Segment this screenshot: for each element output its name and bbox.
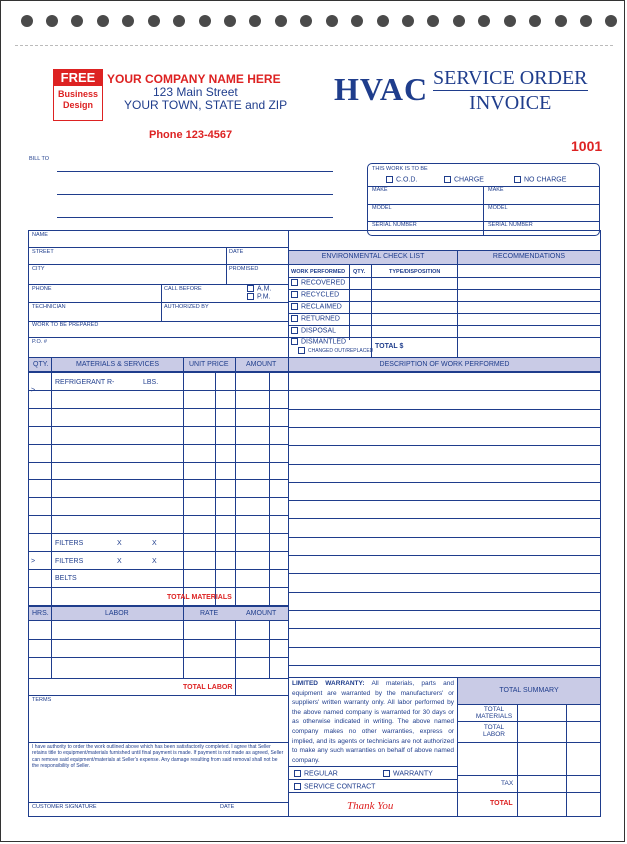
summary-tax: TAX bbox=[501, 780, 514, 787]
am-label: A.M. bbox=[257, 285, 272, 293]
row-arrow: > bbox=[31, 558, 36, 565]
reclaimed-checkbox[interactable] bbox=[291, 303, 298, 310]
materials-row-line bbox=[28, 587, 288, 588]
description-row-line bbox=[288, 427, 601, 428]
summary-total-materials: TOTAL MATERIALS bbox=[475, 706, 513, 720]
hole-icon bbox=[504, 15, 516, 27]
col-rate: RATE bbox=[200, 610, 219, 617]
description-row-line bbox=[288, 390, 601, 391]
env-item-dismantled[interactable] bbox=[291, 338, 346, 345]
hole-icon bbox=[46, 15, 58, 27]
warranty-option-label: WARRANTY bbox=[393, 770, 433, 778]
env-col-type: TYPE/DISPOSITION bbox=[389, 269, 441, 275]
work-to-be-prepared-label: WORK TO BE PREPARED bbox=[32, 322, 99, 328]
hole-icon bbox=[122, 15, 134, 27]
regular-checkbox[interactable] bbox=[294, 770, 301, 777]
materials-row-line bbox=[28, 497, 288, 498]
am-checkbox[interactable] bbox=[247, 285, 254, 292]
total-summary-header: TOTAL SUMMARY bbox=[458, 678, 600, 705]
filters-x-2b: X bbox=[152, 558, 157, 565]
col-hrs: HRS. bbox=[32, 610, 49, 617]
hole-icon bbox=[377, 15, 389, 27]
am-option[interactable] bbox=[247, 285, 271, 292]
invoice-number: 1001 bbox=[571, 138, 603, 154]
hole-icon bbox=[249, 15, 261, 27]
filters-label-2: FILTERS bbox=[55, 558, 84, 565]
company-name: YOUR COMPANY NAME HERE bbox=[107, 72, 281, 86]
logo-bottom: Business Design bbox=[57, 89, 99, 110]
hole-icon bbox=[97, 15, 109, 27]
subtitle-line2: INVOICE bbox=[469, 92, 552, 114]
binder-holes bbox=[21, 15, 611, 29]
description-row-line bbox=[288, 573, 601, 574]
changed-out-checkbox[interactable] bbox=[298, 347, 305, 354]
filters-x-2a: X bbox=[117, 558, 122, 565]
description-row-line bbox=[288, 372, 601, 373]
call-before-label: CALL BEFORE bbox=[164, 286, 202, 292]
bill-to-line-1[interactable] bbox=[57, 171, 333, 172]
hole-icon bbox=[427, 15, 439, 27]
recycled-checkbox[interactable] bbox=[291, 291, 298, 298]
hole-icon bbox=[300, 15, 312, 27]
col-unit-price: UNIT PRICE bbox=[189, 361, 229, 368]
refrigerant-label: REFRIGERANT R- bbox=[55, 379, 115, 386]
description-row-line bbox=[288, 500, 601, 501]
hole-icon bbox=[199, 15, 211, 27]
env-item-recycled[interactable] bbox=[291, 291, 339, 298]
regular-label: REGULAR bbox=[304, 770, 338, 778]
materials-row-line bbox=[28, 479, 288, 480]
materials-row-line bbox=[28, 372, 288, 373]
belts-label: BELTS bbox=[55, 575, 77, 582]
thank-you: Thank You bbox=[347, 800, 394, 812]
service-contract-label: SERVICE CONTRACT bbox=[304, 783, 376, 791]
warranty-title: LIMITED WARRANTY: bbox=[292, 680, 365, 687]
hole-icon bbox=[580, 15, 592, 27]
bill-to-label: BILL TO bbox=[29, 156, 50, 162]
lbs-label: LBS. bbox=[143, 379, 159, 386]
materials-row-line bbox=[28, 551, 288, 552]
form-subtitle bbox=[433, 67, 588, 114]
filters-x-1b: X bbox=[152, 540, 157, 547]
service-contract-checkbox[interactable] bbox=[294, 783, 301, 790]
materials-bottom-line bbox=[28, 605, 288, 606]
disposal-label: DISPOSAL bbox=[301, 327, 337, 335]
make-label-2: MAKE bbox=[488, 187, 504, 193]
serial-label-2: SERIAL NUMBER bbox=[488, 222, 533, 228]
no-charge-label: NO CHARGE bbox=[524, 176, 567, 184]
service-contract-option[interactable] bbox=[294, 783, 375, 790]
summary-total: TOTAL bbox=[490, 800, 513, 807]
env-col-qty: QTY. bbox=[353, 269, 366, 275]
materials-row-line bbox=[28, 444, 288, 445]
description-row-line bbox=[288, 628, 601, 629]
hole-icon bbox=[173, 15, 185, 27]
filters-x-1a: X bbox=[117, 540, 122, 547]
materials-row-line bbox=[28, 533, 288, 534]
filters-label-1: FILTERS bbox=[55, 540, 84, 547]
env-item-reclaimed[interactable] bbox=[291, 303, 342, 310]
description-row-line bbox=[288, 537, 601, 538]
recycled-label: RECYCLED bbox=[301, 291, 340, 299]
hole-icon bbox=[275, 15, 287, 27]
no-charge-checkbox[interactable] bbox=[514, 176, 521, 183]
logo bbox=[53, 69, 103, 121]
hole-icon bbox=[351, 15, 363, 27]
returned-label: RETURNED bbox=[301, 315, 340, 323]
col-amount: AMOUNT bbox=[246, 361, 277, 368]
po-label: P.O. # bbox=[32, 339, 47, 345]
hole-icon bbox=[605, 15, 617, 27]
company-phone: Phone 123-4567 bbox=[149, 129, 233, 141]
job-date-label: DATE bbox=[229, 249, 244, 255]
make-label-1: MAKE bbox=[372, 187, 388, 193]
job-name-label: NAME bbox=[32, 232, 48, 238]
materials-row-line bbox=[28, 426, 288, 427]
pm-option[interactable] bbox=[247, 293, 271, 300]
dismantled-checkbox[interactable] bbox=[291, 338, 298, 345]
no-charge-option[interactable] bbox=[514, 176, 566, 183]
returned-checkbox[interactable] bbox=[291, 315, 298, 322]
technician-label: TECHNICIAN bbox=[32, 304, 66, 310]
charge-label: CHARGE bbox=[454, 176, 484, 184]
model-label-2: MODEL bbox=[488, 205, 508, 211]
warranty-text: All materials, parts and equipment are warranted by the manufacturers' or suppliers' written warranty only. All labor performed by the above named company is warranted for 30 days or as otherwise indicated in writing. The above named company makes no other warranties, express or implied, and its agents or technicians are not authorized to make any such warranties on behalf of above named company. bbox=[292, 680, 454, 764]
description-row-line bbox=[288, 518, 601, 519]
job-city-label: CITY bbox=[32, 266, 45, 272]
hole-icon bbox=[224, 15, 236, 27]
description-row-line bbox=[288, 555, 601, 556]
hole-icon bbox=[453, 15, 465, 27]
col-labor-amount: AMOUNT bbox=[246, 610, 277, 617]
env-item-recovered[interactable] bbox=[291, 279, 345, 286]
charge-checkbox[interactable] bbox=[444, 176, 451, 183]
hole-icon bbox=[555, 15, 567, 27]
description-row-line bbox=[288, 647, 601, 648]
materials-row-line bbox=[28, 390, 288, 391]
env-item-returned[interactable] bbox=[291, 315, 340, 322]
env-item-changed-out[interactable] bbox=[298, 347, 373, 354]
job-phone-label: PHONE bbox=[32, 286, 52, 292]
company-address1: 123 Main Street bbox=[153, 85, 238, 99]
description-row-line bbox=[288, 409, 601, 410]
description-row-line bbox=[288, 592, 601, 593]
recovered-label: RECOVERED bbox=[301, 279, 346, 287]
authority-text: I have authority to order the work outlined above which has been satisfactorily completed. I agree that Seller retains title to equipment/materials furnished until final payment is made. If payment is not made as agreed, Seller can remove said equipment/materials at Seller's expense. Any damage resulting from said removal shall not be the responsibility of Seller. bbox=[32, 744, 284, 769]
materials-row-line bbox=[28, 462, 288, 463]
cod-option[interactable] bbox=[386, 176, 417, 183]
hole-icon bbox=[402, 15, 414, 27]
hole-icon bbox=[21, 15, 33, 27]
col-materials-services: MATERIALS & SERVICES bbox=[76, 361, 159, 368]
recommendations-header: RECOMMENDATIONS bbox=[458, 250, 600, 265]
materials-row-line bbox=[28, 569, 288, 570]
warranty-checkbox[interactable] bbox=[383, 770, 390, 777]
regular-option[interactable] bbox=[294, 770, 338, 777]
cod-checkbox[interactable] bbox=[386, 176, 393, 183]
env-item-disposal[interactable] bbox=[291, 327, 336, 334]
subtitle-line1: SERVICE ORDER bbox=[433, 67, 588, 89]
pm-checkbox[interactable] bbox=[247, 293, 254, 300]
row-arrow: > bbox=[31, 387, 36, 394]
env-total-label: TOTAL $ bbox=[375, 343, 404, 350]
hole-icon bbox=[71, 15, 83, 27]
hole-icon bbox=[148, 15, 160, 27]
job-promised-label: PROMISED bbox=[229, 266, 259, 272]
description-header: DESCRIPTION OF WORK PERFORMED bbox=[289, 357, 600, 372]
bill-to-line-2[interactable] bbox=[57, 194, 333, 195]
perforation-line bbox=[15, 45, 613, 46]
env-col-work: WORK PERFORMED bbox=[291, 269, 346, 275]
authorized-by-label: AUTHORIZED BY bbox=[164, 304, 209, 310]
customer-signature-label: CUSTOMER SIGNATURE bbox=[32, 804, 97, 810]
page-title: HVAC bbox=[334, 71, 429, 107]
hole-icon bbox=[478, 15, 490, 27]
reclaimed-label: RECLAIMED bbox=[301, 303, 342, 311]
company-address2: YOUR TOWN, STATE and ZIP bbox=[124, 98, 288, 112]
materials-row-line bbox=[28, 515, 288, 516]
work-type-box bbox=[367, 163, 600, 236]
serial-label-1: SERIAL NUMBER bbox=[372, 222, 417, 228]
description-row-line bbox=[288, 665, 601, 666]
warranty-block bbox=[292, 679, 454, 765]
description-row-line bbox=[288, 482, 601, 483]
model-label-1: MODEL bbox=[372, 205, 392, 211]
materials-row-line bbox=[28, 408, 288, 409]
pm-label: P.M. bbox=[257, 293, 271, 301]
charge-option[interactable] bbox=[444, 176, 484, 183]
company-block bbox=[107, 73, 287, 112]
env-checklist-header: ENVIRONMENTAL CHECK LIST bbox=[289, 250, 457, 265]
work-type-heading: THIS WORK IS TO BE bbox=[372, 166, 428, 172]
col-qty: QTY. bbox=[33, 361, 49, 368]
terms-label: TERMS bbox=[32, 697, 52, 703]
hole-icon bbox=[326, 15, 338, 27]
signature-date-label: DATE bbox=[220, 804, 235, 810]
description-row-line bbox=[288, 464, 601, 465]
summary-total-labor: TOTAL LABOR bbox=[482, 724, 506, 738]
description-row-line bbox=[288, 445, 601, 446]
disposal-checkbox[interactable] bbox=[291, 327, 298, 334]
dismantled-label: DISMANTLED bbox=[301, 338, 347, 346]
total-materials-label: TOTAL MATERIALS bbox=[167, 594, 232, 601]
job-street-label: STREET bbox=[32, 249, 54, 255]
warranty-option[interactable] bbox=[383, 770, 433, 777]
col-labor: LABOR bbox=[105, 610, 129, 617]
recovered-checkbox[interactable] bbox=[291, 279, 298, 286]
changed-out-label: CHANGED OUT/REPLACED bbox=[308, 347, 374, 354]
hole-icon bbox=[529, 15, 541, 27]
logo-top: FREE bbox=[54, 70, 102, 86]
description-row-line bbox=[288, 610, 601, 611]
bill-to-line-3[interactable] bbox=[57, 217, 333, 218]
cod-label: C.O.D. bbox=[396, 176, 418, 184]
total-labor-label: TOTAL LABOR bbox=[183, 684, 233, 691]
